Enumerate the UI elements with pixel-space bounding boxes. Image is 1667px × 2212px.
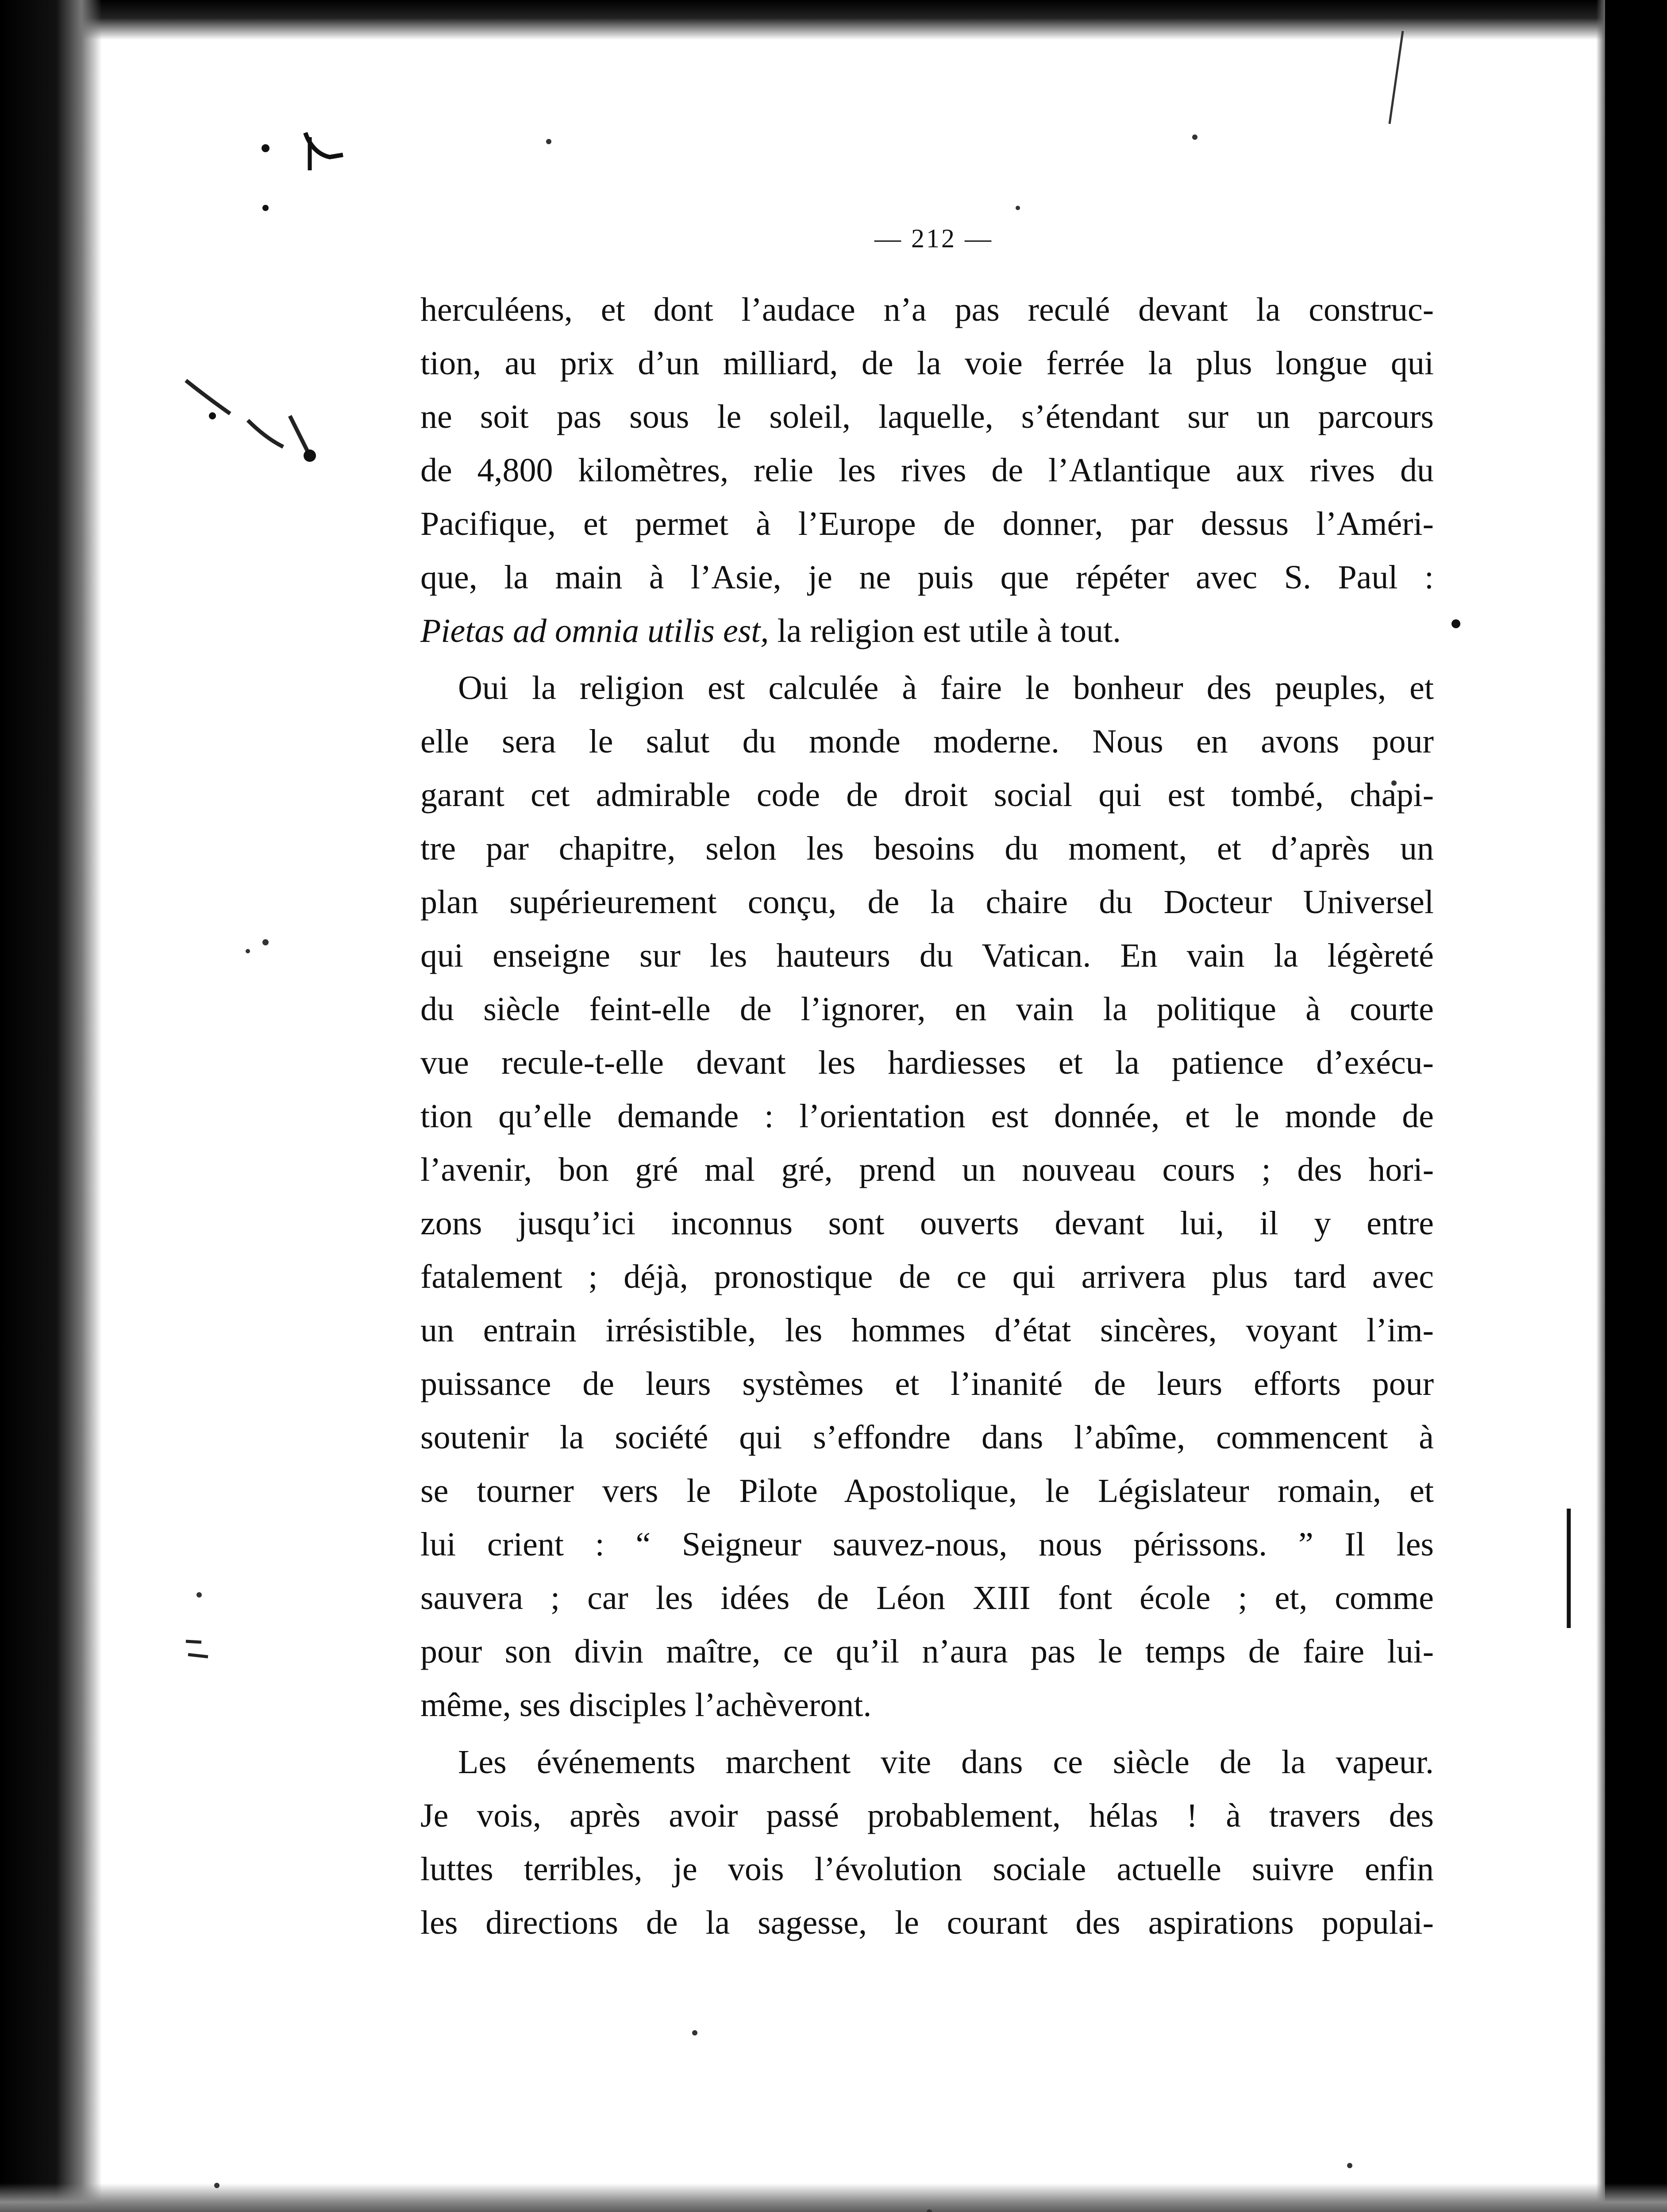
text-line: un entrain irrésistible, les hommes d’état sincères, voyant l’im-	[420, 1312, 1434, 1349]
text-line: herculéens, et dont l’audace n’a pas reculé devant la construc-	[420, 291, 1434, 328]
text-line: se tourner vers le Pilote Apostolique, le Législateur romain, et	[420, 1472, 1434, 1509]
text-line: Oui la religion est calculée à faire le bonheur des peuples, et	[458, 669, 1434, 707]
text-line: puissance de leurs systèmes et l’inanité de leurs efforts pour	[420, 1365, 1434, 1402]
page-body	[420, 283, 1434, 1950]
text-line: ne soit pas sous le soleil, laquelle, s’étendant sur un parcours	[420, 398, 1434, 435]
text-line: elle sera le salut du monde moderne. Nous en avons pour	[420, 723, 1434, 760]
text-line: luttes terribles, je vois l’évolution sociale actuelle suivre enfin	[420, 1851, 1434, 1888]
text-line: pour son divin maître, ce qu’il n’aura pas le temps de faire lui-	[420, 1633, 1434, 1670]
text-line: de 4,800 kilomètres, relie les rives de l’Atlantique aux rives du	[420, 452, 1434, 489]
paragraph-3	[420, 1736, 1434, 1950]
text-line: lui crient : “ Seigneur sauvez-nous, nous périssons. ” Il les	[420, 1526, 1434, 1563]
text-line: sauvera ; car les idées de Léon XIII font école ; et, comme	[420, 1579, 1434, 1617]
text-line: tion qu’elle demande : l’orientation est donnée, et le monde de	[420, 1098, 1434, 1135]
text-line: du siècle feint-elle de l’ignorer, en vain la politique à courte	[420, 991, 1434, 1028]
text-line: qui enseigne sur les hauteurs du Vatican. En vain la légèreté	[420, 937, 1434, 974]
latin-quote: Pietas ad omnia utilis est,	[420, 612, 769, 649]
page-number: — 212 —	[874, 224, 993, 253]
text-line: Les événements marchent vite dans ce siècle de la vapeur.	[458, 1743, 1434, 1781]
text-line: tion, au prix d’un milliard, de la voie ferrée la plus longue qui	[420, 345, 1434, 382]
text-line: zons jusqu’ici inconnus sont ouverts devant lui, il y entre	[420, 1205, 1434, 1242]
text-line	[420, 604, 1434, 658]
text-line: l’avenir, bon gré mal gré, prend un nouveau cours ; des hori-	[420, 1151, 1434, 1188]
text-line: que, la main à l’Asie, je ne puis que répéter avec S. Paul :	[420, 559, 1434, 596]
text-line: les directions de la sagesse, le courant des aspirations populai-	[420, 1904, 1434, 1941]
text-line: tre par chapitre, selon les besoins du moment, et d’après un	[420, 830, 1434, 867]
paragraph-2	[420, 661, 1434, 1732]
text-line: Pacifique, et permet à l’Europe de donner, par dessus l’Améri-	[420, 505, 1434, 542]
text-line: vue recule-t-elle devant les hardiesses et la patience d’exécu-	[420, 1044, 1434, 1081]
text-line: soutenir la société qui s’effondre dans l’abîme, commencent à	[420, 1419, 1434, 1456]
text-line: Je vois, après avoir passé probablement, hélas ! à travers des	[420, 1797, 1434, 1834]
paragraph-1	[420, 283, 1434, 658]
text-line: fatalement ; déjà, pronostique de ce qui arrivera plus tard avec	[420, 1258, 1434, 1295]
text-line: garant cet admirable code de droit social qui est tombé, chapi-	[420, 776, 1434, 814]
text-fragment: la religion est utile à tout.	[769, 612, 1121, 649]
text-line: même, ses disciples l’achèveront.	[420, 1686, 872, 1724]
text-line: plan supérieurement conçu, de la chaire du Docteur Universel	[420, 883, 1434, 921]
